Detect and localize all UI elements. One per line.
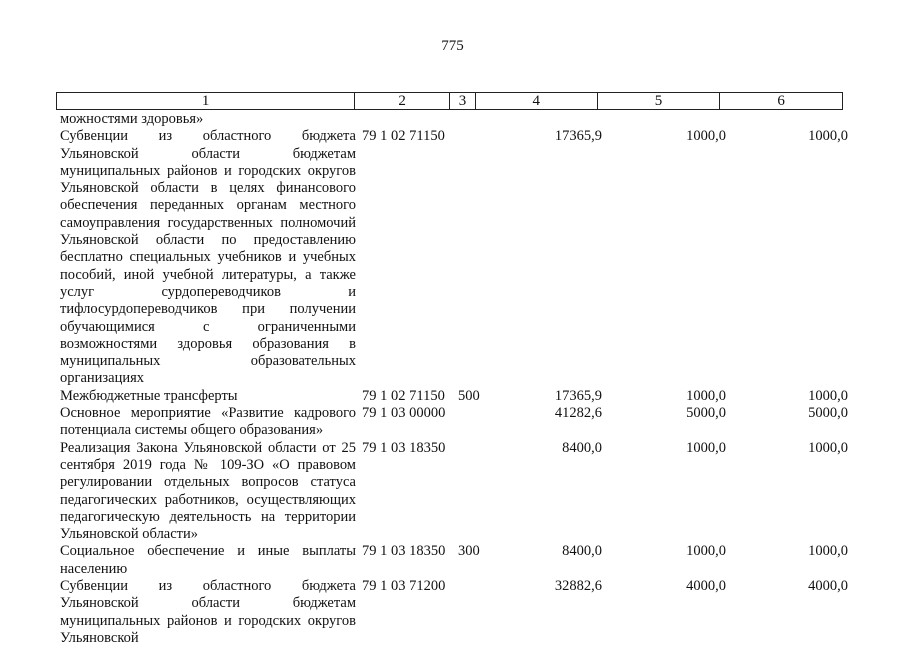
row-name: Субвенции из областного бюджета Ульяновской области бюджетам муниципальных районов и городских округов Ульяновской	[60, 578, 356, 646]
row-value-6: 5000,0	[808, 405, 848, 422]
row-value-6: 1000,0	[808, 387, 848, 404]
row-type: 500	[458, 387, 480, 404]
column-header-4: 4	[476, 93, 598, 109]
row-value-4: 17365,9	[554, 387, 602, 404]
row-name: Основное мероприятие «Развитие кадрового потенциала системы общего образования»	[60, 405, 356, 439]
row-type	[458, 128, 492, 387]
row-value-6: 4000,0	[808, 578, 848, 595]
row-code: 79 1 03 18350	[362, 543, 446, 560]
row-value-6	[726, 111, 848, 128]
column-header-2: 2	[355, 93, 450, 109]
row-name: можностями здоровья»	[60, 111, 204, 127]
row-value-6: 1000,0	[808, 439, 848, 456]
row-value-5: 5000,0	[686, 405, 726, 422]
row-code: 79 1 03 18350	[362, 439, 446, 456]
row-name: Социальное обеспечение и иные выплаты населению	[60, 543, 356, 577]
row-name: Межбюджетные трансферты	[60, 387, 238, 404]
page-number: 775	[441, 38, 464, 54]
row-code: 79 1 02 71150	[362, 387, 445, 404]
table-row	[60, 578, 850, 647]
row-value-5: 1000,0	[686, 387, 726, 404]
column-header-6: 6	[777, 93, 785, 109]
row-name: Субвенции из областного бюджета Ульяновской области бюджетам муниципальных районов и городских округов Ульяновской области в целях финансового обеспечения переданных органам местного самоуправления государственных полномочий Ульяновской области по предоставлению бесплатно специальных учебников и учебных пособий, иной учебной литературы, а также услуг сурдопереводчиков и тифлосурдопереводчиков при получении обучающимися с ограниченными возможностями здоровья образования в муниципальных образовательных организациях	[60, 128, 356, 387]
column-header-3: 3	[450, 93, 476, 109]
row-value-4	[492, 111, 602, 128]
row-name: Реализация Закона Ульяновской области от 25 сентября 2019 года № 109-ЗО «О правовом регулировании отдельных вопросов статуса педагогических работников, осуществляющих педагогическую деятельность на территории Ульяновской области»	[60, 439, 356, 543]
table-body	[60, 111, 850, 647]
table-row	[60, 440, 850, 544]
row-value-4: 8400,0	[562, 543, 602, 560]
row-value-4: 32882,6	[554, 578, 602, 595]
row-code: 79 1 02 71150	[362, 128, 445, 145]
row-value-4: 41282,6	[554, 405, 602, 422]
row-value-4: 8400,0	[562, 439, 602, 456]
row-value-5: 4000,0	[686, 578, 726, 595]
table-row	[60, 128, 850, 387]
row-value-4: 17365,9	[554, 128, 602, 145]
row-type	[458, 405, 492, 440]
column-header-5: 5	[598, 93, 721, 109]
table-row	[60, 543, 850, 578]
table-row	[60, 111, 850, 128]
row-type	[458, 578, 492, 647]
row-code	[356, 111, 458, 128]
row-value-5: 1000,0	[686, 439, 726, 456]
row-type: 300	[458, 543, 480, 560]
row-value-5: 1000,0	[686, 543, 726, 560]
table-row	[60, 388, 850, 405]
row-code: 79 1 03 71200	[362, 578, 446, 595]
column-header-1: 1	[57, 93, 355, 109]
table-header	[56, 92, 843, 110]
row-code: 79 1 03 00000	[362, 405, 446, 422]
row-type	[458, 440, 492, 544]
row-type	[458, 111, 492, 128]
row-value-5: 1000,0	[686, 128, 726, 145]
row-value-6: 1000,0	[808, 128, 848, 145]
table-row	[60, 405, 850, 440]
row-value-5	[602, 111, 726, 128]
row-value-6: 1000,0	[808, 543, 848, 560]
